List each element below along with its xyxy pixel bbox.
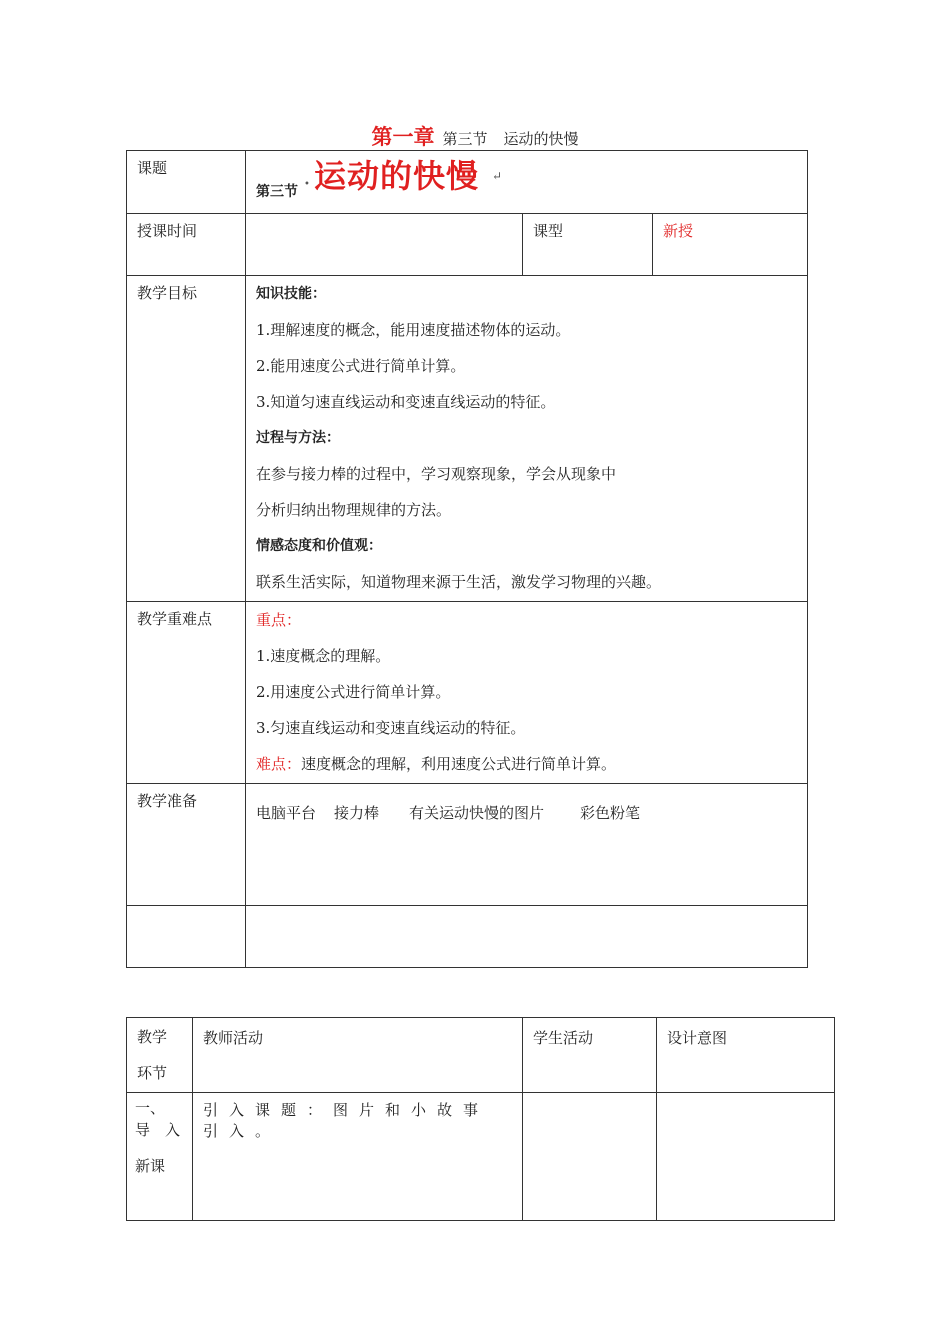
key-points-row xyxy=(127,602,808,784)
stage-header xyxy=(127,1018,193,1093)
process-row xyxy=(127,1093,835,1221)
title-cell xyxy=(246,151,808,214)
teacher-header: 教师活动 xyxy=(193,1018,523,1093)
topic-label: 运动的快慢 xyxy=(503,130,579,148)
key-heading: 重点： xyxy=(256,611,302,629)
chapter-label: 第一章 xyxy=(371,125,435,149)
process-line: 在参与接力棒的过程中，学习观察现象，学会从现象中 xyxy=(256,465,617,483)
process-header-row xyxy=(127,1018,835,1093)
prep-item: 接力棒 xyxy=(334,804,380,822)
student-activity xyxy=(523,1093,657,1221)
empty-row xyxy=(127,906,808,968)
goals-content xyxy=(246,276,808,602)
stage-header-line: 教学 xyxy=(137,1028,168,1046)
teaching-process-table xyxy=(126,1017,835,1221)
bullet-mark: • xyxy=(304,179,310,190)
stage-header-line: 环节 xyxy=(137,1064,168,1082)
design-header: 设计意图 xyxy=(657,1018,835,1093)
type-label: 课型 xyxy=(523,214,653,276)
key-item: 2.用速度公式进行简单计算。 xyxy=(256,683,451,701)
time-row xyxy=(127,214,808,276)
student-header: 学生活动 xyxy=(523,1018,657,1093)
section-label: 第三节 xyxy=(442,130,488,148)
goals-label: 教学目标 xyxy=(127,276,246,602)
stage-line: 新课 xyxy=(135,1157,166,1175)
key-points-label: 教学重难点 xyxy=(127,602,246,784)
lesson-info-table xyxy=(126,150,808,968)
key-item: 1.速度概念的理解。 xyxy=(256,647,391,665)
stage-cell xyxy=(127,1093,193,1221)
return-mark: ↵ xyxy=(492,169,503,183)
stage-line: 一、 xyxy=(135,1099,166,1117)
prep-items xyxy=(246,784,807,823)
design-intent xyxy=(657,1093,835,1221)
empty-cell xyxy=(246,906,808,968)
difficulty-line xyxy=(246,746,807,782)
title-label: 课题 xyxy=(127,151,246,214)
prep-content xyxy=(246,784,808,906)
prep-label: 教学准备 xyxy=(127,784,246,906)
teacher-activity: 引入课题：图片和小故事引入。 xyxy=(193,1093,523,1221)
time-value xyxy=(246,214,523,276)
goals-row xyxy=(127,276,808,602)
prep-row xyxy=(127,784,808,906)
emotion-line: 联系生活实际，知道物理来源于生活，激发学习物理的兴趣。 xyxy=(256,573,662,591)
empty-cell xyxy=(127,906,246,968)
difficulty-text: 速度概念的理解，利用速度公式进行简单计算。 xyxy=(301,755,617,773)
difficulty-heading: 难点： xyxy=(256,755,302,773)
document-title xyxy=(0,124,950,152)
knowledge-item: 3.知道匀速直线运动和变速直线运动的特征。 xyxy=(256,393,556,411)
stage-line: 导 入 xyxy=(135,1121,181,1139)
key-points-content xyxy=(246,602,808,784)
type-value: 新授 xyxy=(653,214,808,276)
prep-item: 电脑平台 xyxy=(256,804,317,822)
knowledge-item: 1.理解速度的概念，能用速度描述物体的运动。 xyxy=(256,321,571,339)
prep-item: 彩色粉笔 xyxy=(580,804,641,822)
key-item: 3.匀速直线运动和变速直线运动的特征。 xyxy=(256,719,526,737)
emotion-heading: 情感态度和价值观： xyxy=(256,538,382,554)
time-label: 授课时间 xyxy=(127,214,246,276)
process-line: 分析归纳出物理规律的方法。 xyxy=(256,501,452,519)
process-heading: 过程与方法： xyxy=(256,430,340,446)
knowledge-item: 2.能用速度公式进行简单计算。 xyxy=(256,357,466,375)
title-row xyxy=(127,151,808,214)
title-section: 第三节 xyxy=(256,184,298,200)
lesson-title: 运动的快慢 xyxy=(314,157,480,195)
prep-item: 有关运动快慢的图片 xyxy=(409,804,545,822)
knowledge-heading: 知识技能： xyxy=(256,286,326,302)
